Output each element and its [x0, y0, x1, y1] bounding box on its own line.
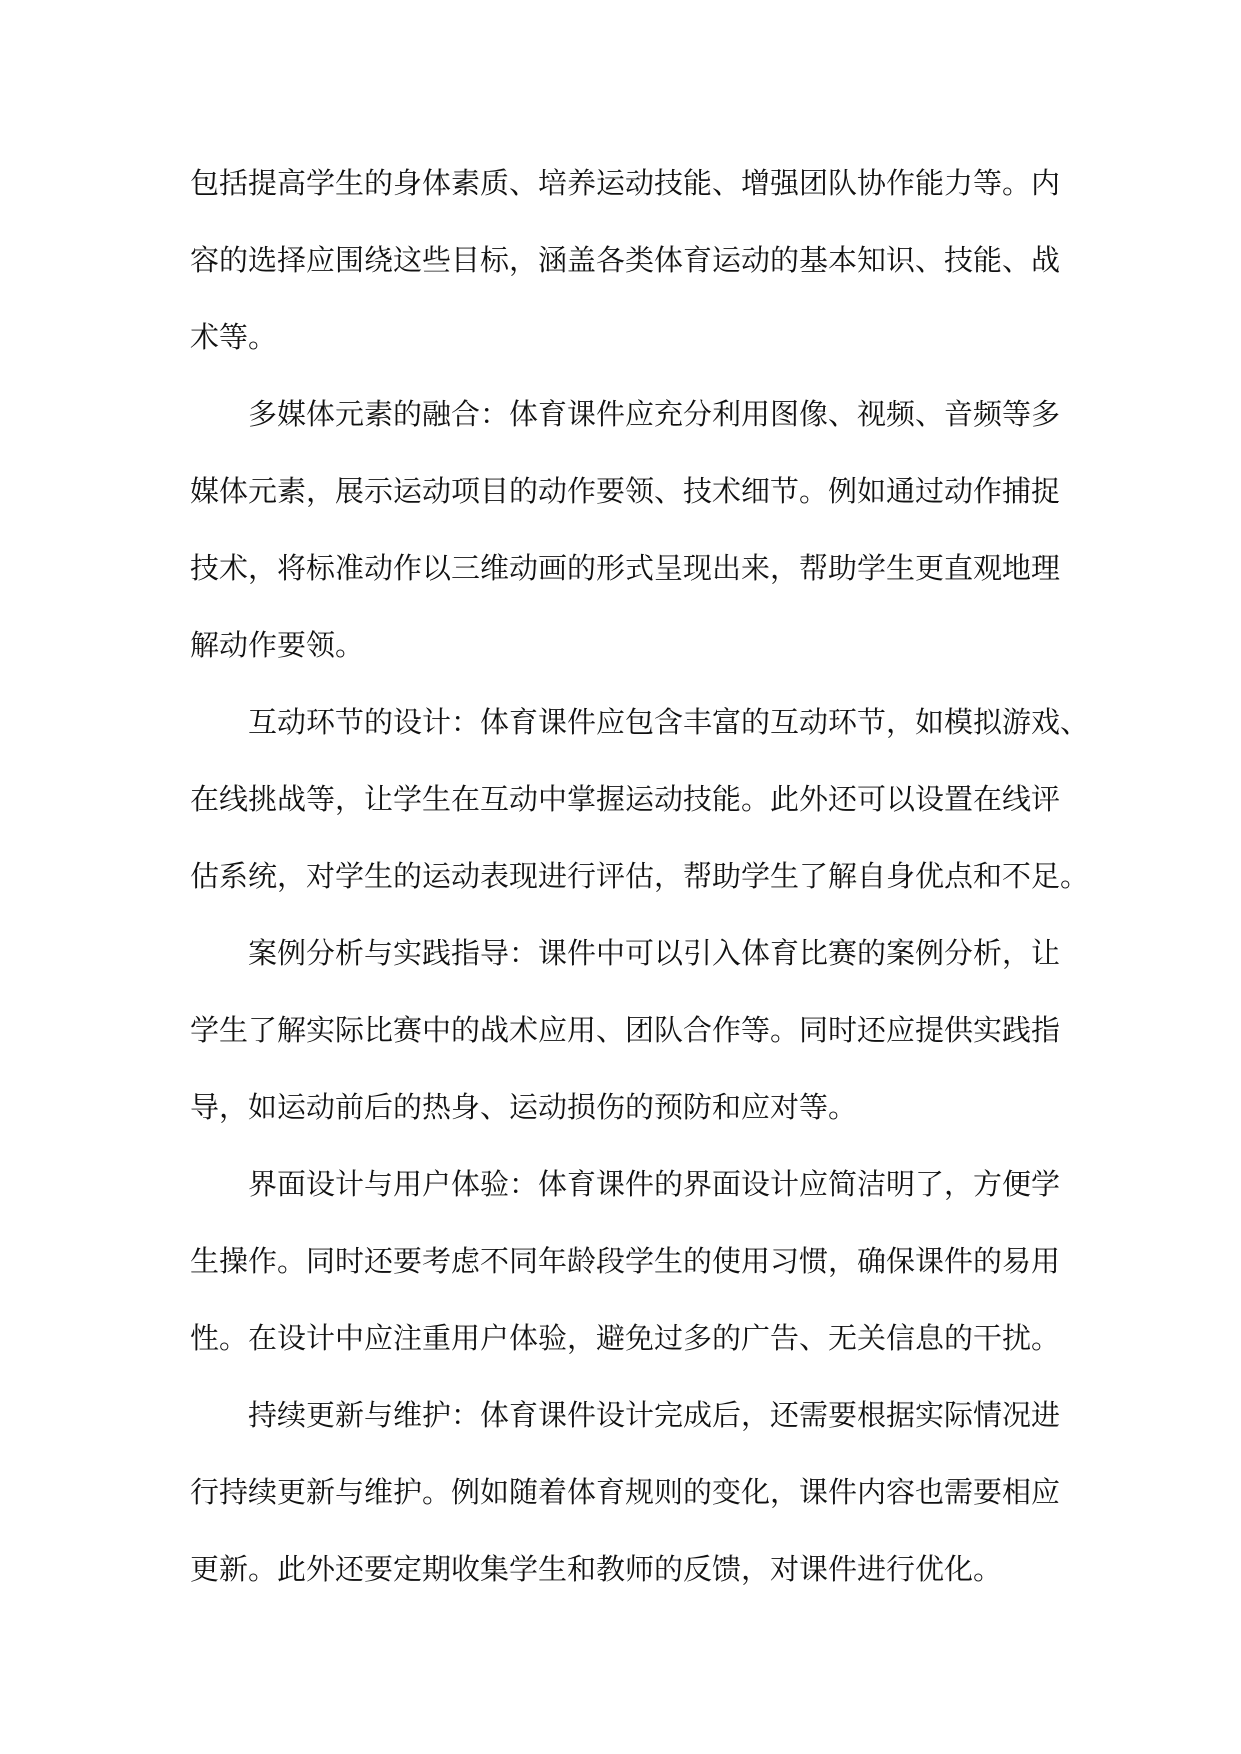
text-line: 解动作要领。	[190, 628, 365, 662]
paragraph-multimedia	[190, 376, 1061, 684]
paragraph-interface-design	[190, 1146, 1061, 1377]
text-line: 媒体元素，展示运动项目的动作要领、技术细节。例如通过动作捕捉	[190, 474, 1061, 508]
text-line: 生操作。同时还要考虑不同年龄段学生的使用习惯，确保课件的易用	[190, 1244, 1061, 1278]
paragraph-case-analysis	[190, 915, 1061, 1146]
text-line: 在线挑战等，让学生在互动中掌握运动技能。此外还可以设置在线评	[190, 782, 1061, 816]
text-line: 导，如运动前后的热身、运动损伤的预防和应对等。	[190, 1090, 858, 1124]
document-body	[190, 145, 1090, 1608]
text-line: 更新。此外还要定期收集学生和教师的反馈，对课件进行优化。	[190, 1552, 1003, 1586]
text-line: 界面设计与用户体验：体育课件的界面设计应简洁明了，方便学	[248, 1167, 1061, 1201]
paragraph-objectives-continued	[190, 145, 1061, 376]
text-line: 估系统，对学生的运动表现进行评估，帮助学生了解自身优点和不足。	[190, 859, 1090, 893]
text-line: 学生了解实际比赛中的战术应用、团队合作等。同时还应提供实践指	[190, 1013, 1061, 1047]
text-line: 互动环节的设计：体育课件应包含丰富的互动环节，如模拟游戏、	[248, 705, 1090, 739]
paragraph-maintenance	[190, 1377, 1061, 1608]
text-line: 持续更新与维护：体育课件设计完成后，还需要根据实际情况进	[248, 1398, 1061, 1432]
text-line: 包括提高学生的身体素质、培养运动技能、增强团队协作能力等。内	[190, 166, 1061, 200]
text-line: 行持续更新与维护。例如随着体育规则的变化，课件内容也需要相应	[190, 1475, 1061, 1509]
text-line: 技术，将标准动作以三维动画的形式呈现出来，帮助学生更直观地理	[190, 551, 1061, 585]
text-line: 多媒体元素的融合：体育课件应充分利用图像、视频、音频等多	[248, 397, 1061, 431]
text-line: 容的选择应围绕这些目标，涵盖各类体育运动的基本知识、技能、战	[190, 243, 1061, 277]
text-line: 术等。	[190, 320, 278, 354]
paragraph-interaction	[190, 684, 1090, 915]
text-line: 案例分析与实践指导：课件中可以引入体育比赛的案例分析，让	[248, 936, 1061, 970]
text-line: 性。在设计中应注重用户体验，避免过多的广告、无关信息的干扰。	[190, 1321, 1061, 1355]
